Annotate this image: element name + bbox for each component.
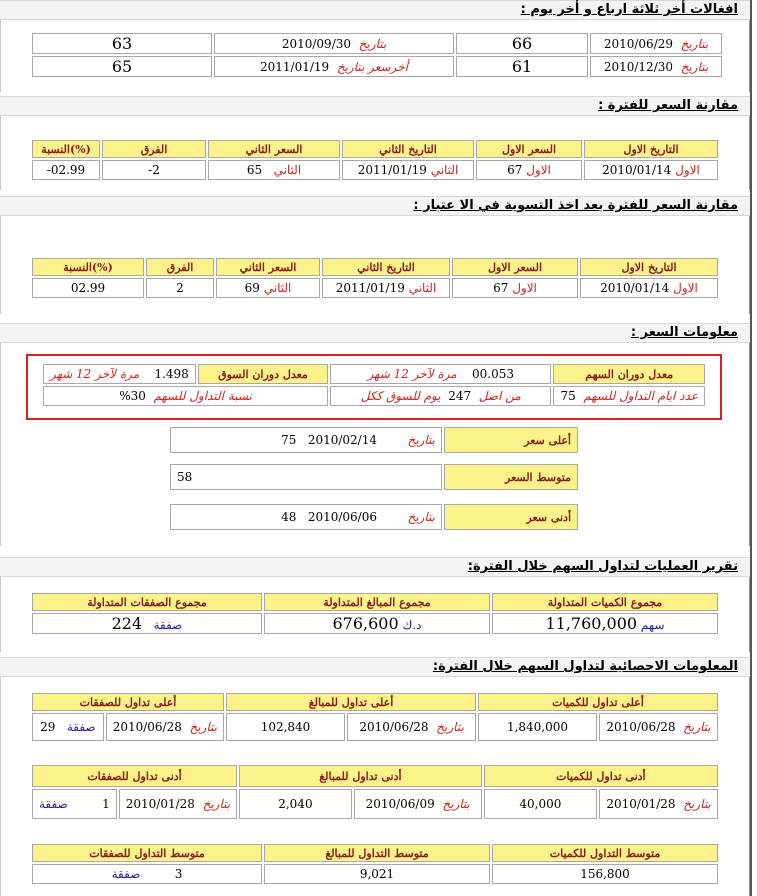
panel-adjusted-compare — [0, 216, 750, 314]
column-header: التاريخ الاول — [584, 140, 718, 158]
low-price-table — [168, 502, 580, 532]
avg-price-table — [168, 462, 580, 492]
date-cell: بتاريخ 2010/06/09 — [354, 789, 482, 819]
avg-amt-cell: 9,021 — [264, 864, 490, 884]
column-header: السعر الثاني — [216, 258, 320, 276]
pct-cell: -02.99 — [32, 160, 100, 180]
second-date-cell: الثاني 2011/01/19 — [342, 160, 474, 180]
column-header: أعلى تداول للصفقات — [32, 693, 224, 711]
low-price-cell: بتاريخ 2010/06/06 48 — [170, 504, 442, 530]
column-header: الفرق — [146, 258, 214, 276]
high-price-table — [168, 425, 580, 455]
value-cell: 63 — [32, 33, 212, 54]
stock-turnover-label: معدل دوران السهم — [553, 364, 705, 384]
table-header-row — [32, 593, 718, 611]
market-turnover-label: معدل دوران السوق — [198, 364, 328, 384]
date-cell: أخرسعر بتاريخ 2011/01/19 — [214, 56, 454, 77]
panel-price-compare — [0, 116, 750, 190]
table-header-row — [32, 765, 718, 787]
column-header: متوسط التداول للصفقات — [32, 844, 262, 862]
column-header: مجموع المبالغ المتداولة — [264, 593, 490, 611]
table-row — [32, 56, 722, 77]
panel-statistics — [0, 677, 750, 896]
total-amount-cell: د.ك 676,600 — [264, 613, 490, 634]
column-header: السعر الثاني — [208, 140, 340, 158]
stock-turnover-cell: 00.053 مرة لآخر 12 شهر — [330, 364, 551, 384]
operations-table — [30, 591, 720, 636]
table-row — [32, 33, 722, 54]
avg-trading-table — [30, 842, 720, 886]
table-row — [170, 464, 578, 490]
column-header: أدنى تداول للصفقات — [32, 765, 237, 787]
column-header: السعر الاول — [476, 140, 582, 158]
column-header: أعلى تداول للكميات — [478, 693, 718, 711]
table-row — [32, 613, 718, 634]
table-row — [32, 789, 718, 819]
table-header-row — [32, 258, 718, 276]
min-amt-cell: 2,040 — [239, 789, 352, 819]
section-header-operations — [0, 557, 750, 577]
table-header-row — [32, 140, 718, 158]
column-header: (%)النسبة — [32, 258, 144, 276]
diff-cell: -2 — [102, 160, 206, 180]
date-cell: بتاريخ 2010/06/28 — [106, 713, 224, 741]
first-price-cell: الاول 67 — [452, 278, 578, 298]
panel-last-quarters — [0, 20, 750, 92]
column-header: مجموع الصفقات المتداولة — [32, 593, 262, 611]
column-header: أدنى تداول للكميات — [484, 765, 718, 787]
trading-ratio-cell: نسبة التداول للسهم 30% — [43, 386, 328, 406]
market-turnover-cell: 1.498 مرة لآخر 12 شهر — [43, 364, 196, 384]
section-header-price-compare — [0, 96, 750, 116]
high-price-cell: بتاريخ 2010/02/14 75 — [170, 427, 442, 453]
min-trading-table — [30, 763, 720, 821]
section-title: مقارنة السعر للفترة : — [598, 98, 738, 113]
table-row — [32, 278, 718, 298]
section-header-price-info — [0, 323, 750, 343]
highlight-box — [26, 354, 722, 420]
market-days-cell: من اصل 247 يوم للسوق ككل — [330, 386, 551, 406]
column-header: متوسط التداول للمبالغ — [264, 844, 490, 862]
first-date-cell: الاول 2010/01/14 — [580, 278, 718, 298]
section-title: معلومات السعر : — [630, 325, 738, 340]
column-header: أدنى تداول للمبالغ — [239, 765, 482, 787]
diff-cell: 2 — [146, 278, 214, 298]
trading-days-cell: عدد ايام التداول للسهم 75 — [553, 386, 705, 406]
column-header: التاريخ الثاني — [342, 140, 474, 158]
max-qty-cell: 1,840,000 — [478, 713, 597, 741]
total-deals-cell: صفقة 224 — [32, 613, 262, 634]
first-price-cell: الاول 67 — [476, 160, 582, 180]
last-quarters-table — [30, 31, 724, 79]
first-date-cell: الاول 2010/01/14 — [584, 160, 718, 180]
second-date-cell: الثاني 2011/01/19 — [322, 278, 450, 298]
avg-price-label: متوسط السعر — [444, 464, 578, 490]
section-title: افغالات أخر ثلاثة ارباع و أخر يوم : — [520, 2, 738, 17]
max-amt-cell: 102,840 — [226, 713, 345, 741]
column-header: مجموع الكميات المتداولة — [492, 593, 718, 611]
price-compare-table — [30, 138, 720, 182]
section-header-last-quarters — [0, 0, 750, 20]
date-cell: بتاريخ 2010/06/28 — [347, 713, 476, 741]
section-title: تقرير العمليات لتداول السهم خلال الفترة: — [467, 559, 738, 574]
adjusted-compare-table — [30, 256, 720, 300]
column-header: الفرق — [102, 140, 206, 158]
table-row — [32, 160, 718, 180]
avg-price-cell: 58 — [170, 464, 442, 490]
second-price-cell: الثاني 65 — [208, 160, 340, 180]
column-header: متوسط التداول للكميات — [492, 844, 718, 862]
low-price-label: أدنى سعر — [444, 504, 578, 530]
total-qty-cell: سهم 11,760,000 — [492, 613, 718, 634]
value-cell: 66 — [456, 33, 588, 54]
column-header: (%)النسبة — [32, 140, 100, 158]
pct-cell: 02.99 — [32, 278, 144, 298]
table-header-row — [32, 693, 718, 711]
section-header-adjusted-compare — [0, 196, 750, 216]
date-cell: بتاريخ 2010/01/28 — [599, 789, 718, 819]
value-cell: 65 — [32, 56, 212, 77]
date-cell: بتاريخ 2010/01/28 — [119, 789, 237, 819]
avg-deal-cell: 3 صفقة — [32, 864, 262, 884]
date-cell: بتاريخ 2010/12/30 — [590, 56, 722, 77]
table-row — [170, 427, 578, 453]
column-header: التاريخ الثاني — [322, 258, 450, 276]
table-row — [32, 713, 718, 741]
table-row — [170, 504, 578, 530]
section-title: مقارنة السعر للفترة بعد اخذ التسوية في الا عتبار : — [413, 198, 738, 213]
column-header: أعلى تداول للمبالغ — [226, 693, 476, 711]
table-header-row — [32, 844, 718, 862]
date-cell: بتاريخ 2010/09/30 — [214, 33, 454, 54]
panel-operations — [0, 577, 750, 652]
min-deal-cell: 1 صفقة — [32, 789, 117, 819]
max-trading-table — [30, 691, 720, 743]
avg-qty-cell: 156,800 — [492, 864, 718, 884]
value-cell: 61 — [456, 56, 588, 77]
table-row — [32, 864, 718, 884]
column-header: السعر الاول — [452, 258, 578, 276]
second-price-cell: الثاني 69 — [216, 278, 320, 298]
high-price-label: أعلى سعر — [444, 427, 578, 453]
min-qty-cell: 40,000 — [484, 789, 597, 819]
column-header: التاريخ الاول — [580, 258, 718, 276]
date-cell: بتاريخ 2010/06/28 — [599, 713, 718, 741]
section-header-statistics — [0, 657, 750, 677]
max-deal-cell: صفقة 29 — [32, 713, 104, 741]
date-cell: بتاريخ 2010/06/29 — [590, 33, 722, 54]
section-title: المعلومات الاحصائية لتداول السهم خلال الفترة: — [432, 659, 738, 674]
